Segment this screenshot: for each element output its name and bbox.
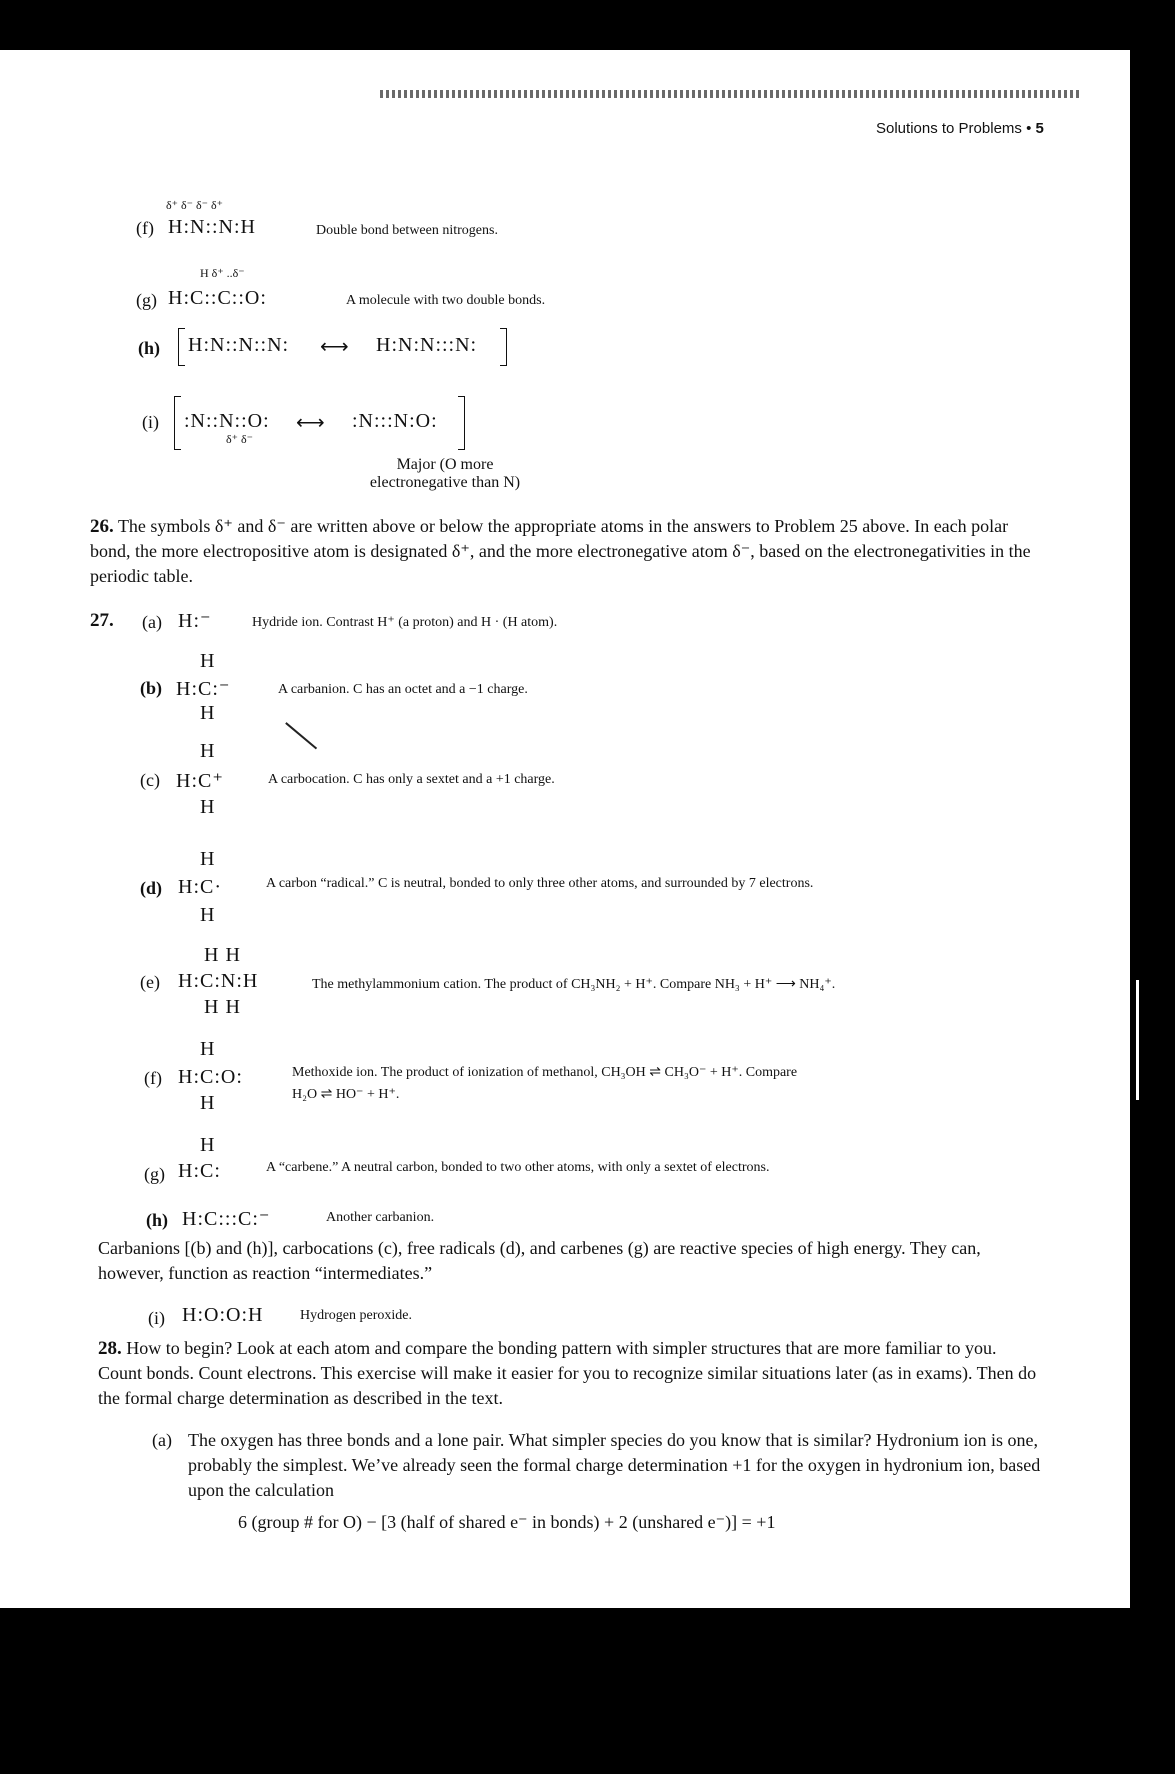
p25f-structure: H:N::N:H <box>168 216 256 238</box>
running-header: Solutions to Problems • 5 <box>876 120 1044 137</box>
p27a-label: (a) <box>142 612 162 632</box>
p25f-label: (f) <box>136 218 154 238</box>
p27c-structure: H:C⁺ <box>176 770 224 792</box>
p27h-structure: H:C:::C:⁻ <box>182 1208 271 1230</box>
p25h-label: (h) <box>138 338 160 358</box>
p25g-structure: H:C::C::O: <box>168 287 267 309</box>
p25i-structure-1: :N::N::O: <box>184 410 270 432</box>
p27e-top: H H <box>204 944 241 966</box>
p27h-label: (h) <box>146 1210 168 1230</box>
p27i-structure: H:O:O:H <box>182 1304 264 1326</box>
p27i-note: Hydrogen peroxide. <box>300 1308 412 1323</box>
p27f-label: (f) <box>144 1068 162 1088</box>
header-title: Solutions to Problems <box>876 120 1022 137</box>
p26-text: The symbols δ⁺ and δ⁻ are written above or below the appropriate atoms in the answers to Problem 25 above. In each polar bond, the more electropositive atom is designated δ⁺, and the more electronegative atom δ⁻, based on the electronegativities in the periodic table. <box>90 516 1031 586</box>
p25i-label: (i) <box>142 412 159 432</box>
p27g-note: A “carbene.” A neutral carbon, bonded to two other atoms, with only a sextet of electrons. <box>266 1160 770 1175</box>
p27d-note: A carbon “radical.” C is neutral, bonded to only three other atoms, and surrounded by 7 electrons. <box>266 876 814 891</box>
p25f-charges: δ⁺ δ⁻ δ⁻ δ⁺ <box>166 198 223 212</box>
p27e-structure: H:C:N:H <box>178 970 259 992</box>
p27b-bottom-h: H <box>200 702 216 724</box>
p27c-note: A carbocation. C has only a sextet and a +1 charge. <box>268 772 555 787</box>
p25h-structure-2: H:N:N:::N: <box>376 334 478 356</box>
p27-summary: Carbanions [(b) and (h)], carbocations (c), free radicals (d), and carbenes (g) are reactive species of high energy. They can, however, function as reaction “intermediates.” <box>98 1238 981 1283</box>
p27b-note: A carbanion. C has an octet and a −1 charge. <box>278 682 528 697</box>
p27d-structure: H:C· <box>178 876 222 898</box>
scan-artifact <box>380 90 1080 98</box>
p27e-bottom: H H <box>204 996 241 1018</box>
p25g-top: H δ⁺ ..δ⁻ <box>200 266 245 280</box>
p25i-structure-2: :N:::N:O: <box>352 410 438 432</box>
p27g-structure: H:C: <box>178 1160 221 1182</box>
caption-line-1: Major (O more <box>396 456 494 473</box>
page-number: 5 <box>1035 120 1044 137</box>
formal-charge-equation: 6 (group # for O) − [3 (half of shared e⁻ in bonds) + 2 (unshared e⁻)] = +1 <box>238 1512 776 1532</box>
p28a-text: The oxygen has three bonds and a lone pair. What simpler species do you know that is similar? Hydronium ion is one, probably the simplest. We’ve already seen the formal charge determination +1 for the oxygen in hydronium ion, based upon the calculation <box>188 1430 1041 1500</box>
p27f-top-h: H <box>200 1038 216 1060</box>
p25g-label: (g) <box>136 290 157 310</box>
p27g-top-h: H <box>200 1134 216 1156</box>
p27a-structure: H:⁻ <box>178 610 212 632</box>
p27a-note: Hydride ion. Contrast H⁺ (a proton) and H · (H atom). <box>252 615 558 630</box>
p25i-arrow: ⟷ <box>296 412 326 434</box>
p27f-bottom-h: H <box>200 1092 216 1114</box>
p27e-label: (e) <box>140 972 160 992</box>
p25i-caption <box>320 456 570 492</box>
p27b-label: (b) <box>140 678 162 698</box>
p25h-bracket-right <box>500 328 507 366</box>
problem-28 <box>98 1336 1038 1411</box>
p27c-top-h: H <box>200 740 216 762</box>
p28a-label: (a) <box>152 1430 172 1450</box>
p27d-label: (d) <box>140 878 162 898</box>
p27g-label: (g) <box>144 1164 165 1184</box>
p27b-top-h: H <box>200 650 216 672</box>
edge-artifact <box>1136 980 1139 1100</box>
p27i-label: (i) <box>148 1308 165 1328</box>
p27d-top-h: H <box>200 848 216 870</box>
p27-number: 27. <box>90 610 114 631</box>
p27c-label: (c) <box>140 770 160 790</box>
p25f-note: Double bond between nitrogens. <box>316 223 498 238</box>
p28-number: 28. <box>98 1338 122 1359</box>
p27f-structure: H:C:O: <box>178 1066 243 1088</box>
p25i-bracket-left <box>174 396 181 450</box>
p25i-bracket-right <box>458 396 465 450</box>
p27e-note: The methylammonium cation. The product of CH₃NH₂ + H⁺. Compare NH₃ + H⁺ ⟶ NH₄⁺. <box>312 977 836 992</box>
p25i-charges: δ⁺ δ⁻ <box>226 432 253 446</box>
p25g-note: A molecule with two double bonds. <box>346 293 546 308</box>
caption-line-2: electronegative than N) <box>369 474 521 491</box>
p27f-note-2: H₂O ⇌ HO⁻ + H⁺. <box>292 1087 400 1102</box>
p25h-bracket-left <box>178 328 185 366</box>
p25h-arrow: ⟷ <box>320 336 350 358</box>
p27f-note-1: Methoxide ion. The product of ionization of methanol, CH₃OH ⇌ CH₃O⁻ + H⁺. Compare <box>292 1065 798 1080</box>
problem-26 <box>90 514 1050 589</box>
p27d-bottom-h: H <box>200 904 216 926</box>
p27b-structure: H:C:⁻ <box>176 678 231 700</box>
p27h-note: Another carbanion. <box>326 1210 435 1225</box>
p27c-bottom-h: H <box>200 796 216 818</box>
p26-number: 26. <box>90 516 114 537</box>
p28-text: How to begin? Look at each atom and compare the bonding pattern with simpler structures that are more familiar to you. Count bonds. Count electrons. This exercise will make it easier for you to recognize similar situations later (as in exams). Then do the formal charge determination as described in the text. <box>98 1338 1037 1408</box>
p25h-structure-1: H:N::N::N: <box>188 334 290 356</box>
